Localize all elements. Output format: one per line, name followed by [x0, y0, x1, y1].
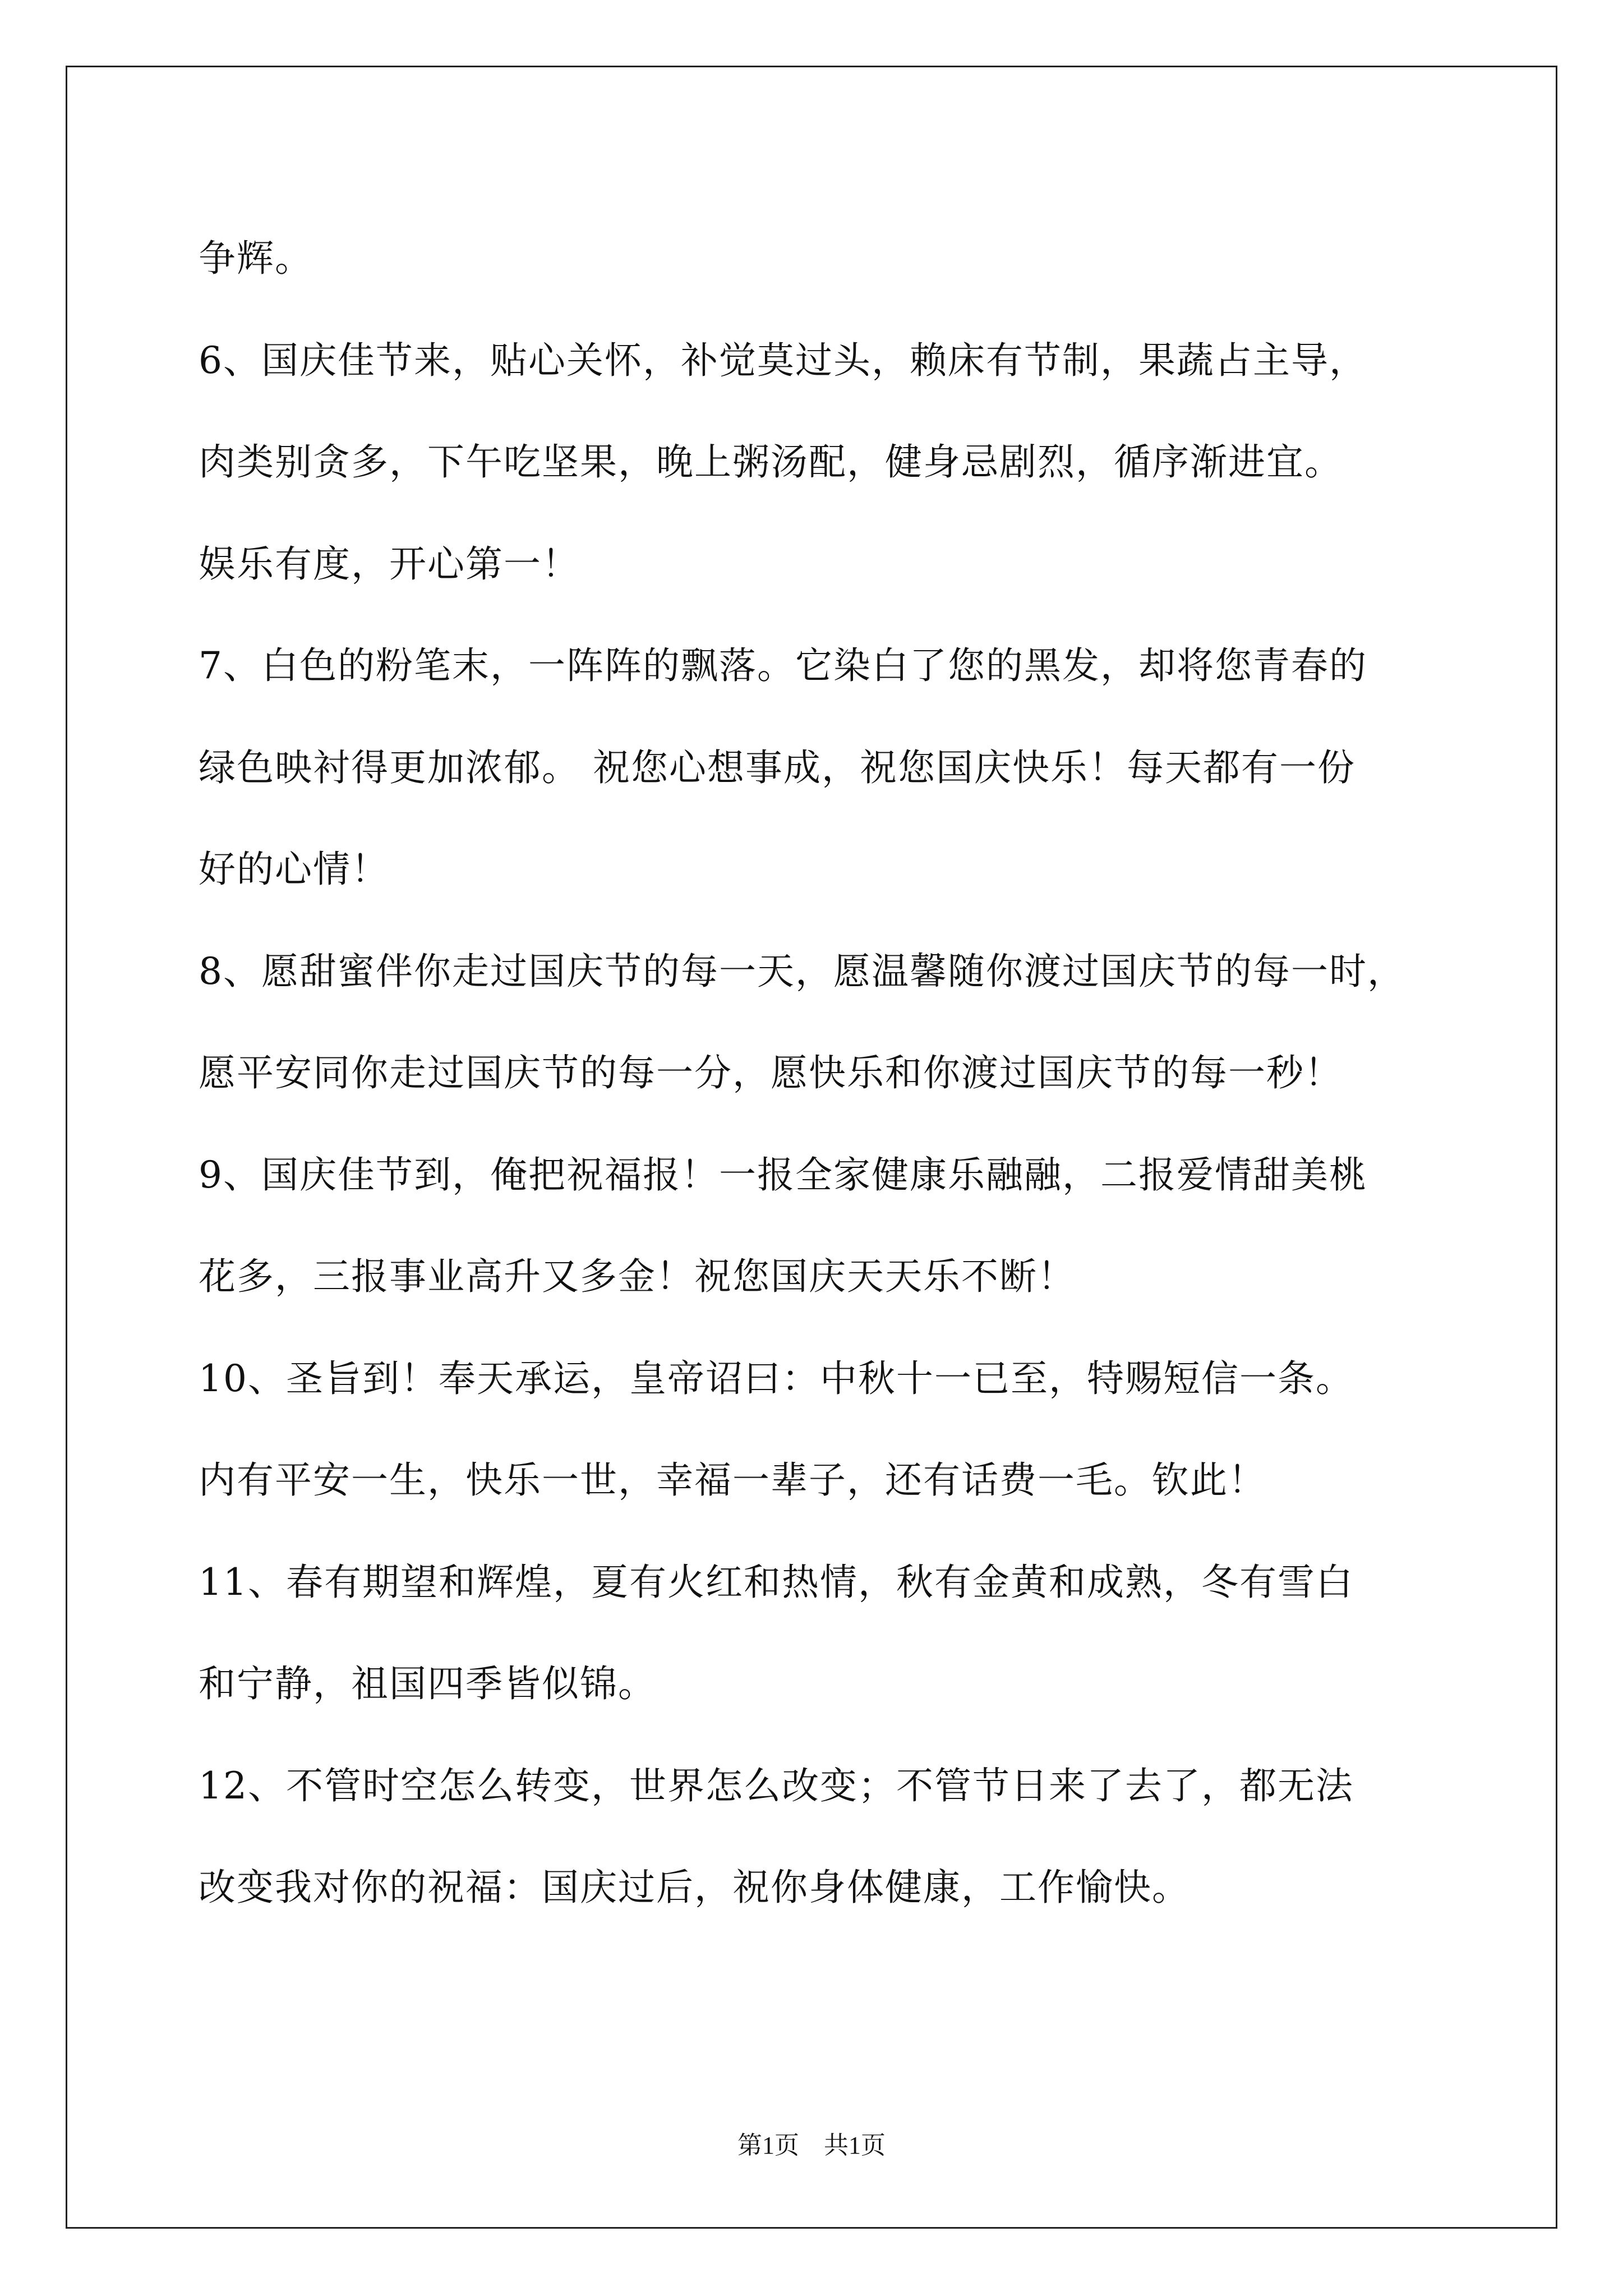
text-line: 肉类别贪多，下午吃坚果，晚上粥汤配，健身忌剧烈，循序渐进宜。 [199, 440, 1343, 484]
text-line: 7、白色的粉笔末，一阵阵的飘落。它染白了您的黑发，却将您青春的 [199, 644, 1367, 687]
text-line: 愿平安同你走过国庆节的每一分，愿快乐和你渡过国庆节的每一秒！ [199, 1051, 1343, 1094]
text-line: 花多，三报事业高升又多金！祝您国庆天天乐不断！ [199, 1255, 1076, 1298]
text-line: 10、圣旨到！奉天承运，皇帝诏曰：中秋十一已至，特赐短信一条。 [199, 1356, 1354, 1400]
text-line: 和宁静，祖国四季皆似锦。 [199, 1662, 656, 1705]
text-line: 改变我对你的祝福：国庆过后，祝你身体健康，工作愉快。 [199, 1866, 1190, 1909]
text-line: 9、国庆佳节到，俺把祝福报！一报全家健康乐融融，二报爱情甜美桃 [199, 1153, 1367, 1197]
text-line: 11、春有期望和辉煌，夏有火红和热情，秋有金黄和成熟，冬有雪白 [199, 1560, 1354, 1604]
text-line: 8、愿甜蜜伴你走过国庆节的每一天，愿温馨随你渡过国庆节的每一时， [199, 949, 1405, 993]
page-number-footer: 第1页 共1页 [737, 2132, 886, 2159]
text-line: 娱乐有度，开心第一！ [199, 542, 580, 586]
document-body [199, 208, 1460, 1939]
text-line: 争辉。 [199, 237, 313, 280]
text-line: 绿色映衬得更加浓郁。 祝您心想事成，祝您国庆快乐！每天都有一份 [199, 746, 1355, 789]
text-line: 好的心情！ [199, 848, 389, 891]
text-line: 内有平安一生，快乐一世，幸福一辈子，还有话费一毛。钦此！ [199, 1458, 1266, 1502]
text-line: 6、国庆佳节来，贴心关怀，补觉莫过头，赖床有节制，果蔬占主导， [199, 338, 1367, 382]
text-line: 12、不管时空怎么转变，世界怎么改变；不管节日来了去了，都无法 [199, 1764, 1354, 1807]
